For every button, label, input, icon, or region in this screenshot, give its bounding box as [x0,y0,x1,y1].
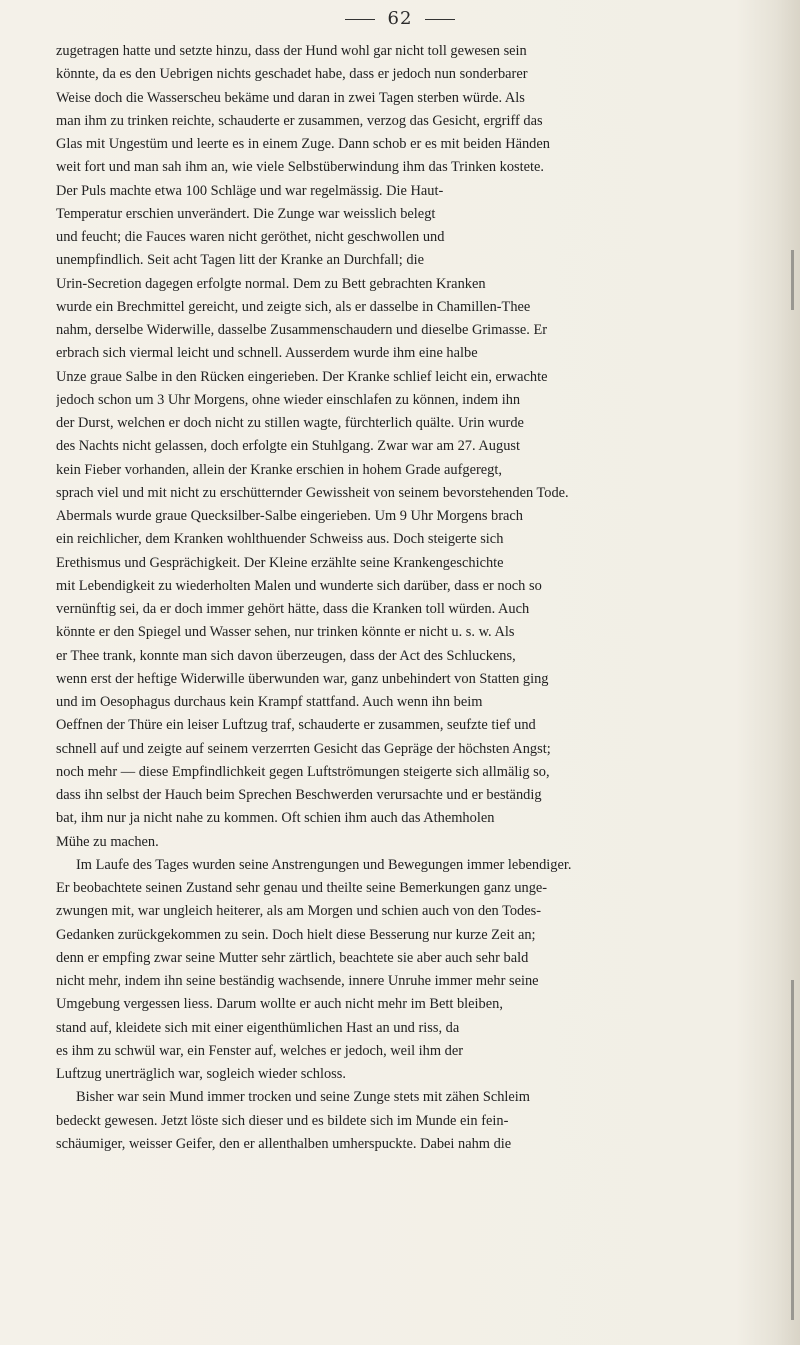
text-line: der Durst, welchen er doch nicht zu stillen wagte, fürchterlich quälte. Urin wurde [56,415,524,431]
text-line: zwungen mit, war ungleich heiterer, als am Morgen und schien auch von den Todes- [56,903,542,920]
text-line: Bisher war sein Mund immer trocken und seine Zunge stets mit zähen Schleim [76,1089,531,1106]
text-line: er Thee trank, konnte man sich davon überzeugen, dass der Act des Schluckens, [56,647,516,664]
text-line: denn er empfing zwar seine Mutter sehr zärtlich, beachtete sie aber auch sehr bald [56,949,529,966]
text-line: Temperatur erschien unverändert. Die Zunge war weisslich belegt [56,205,436,222]
text-line: Abermals wurde graue Quecksilber-Salbe eingerieben. Um 9 Uhr Morgens brach [56,508,523,524]
text-line: Glas mit Ungestüm und leerte es in einem Zuge. Dann schob er es mit beiden Händen [56,136,550,152]
text-line: dass ihn selbst der Hauch beim Sprechen Beschwerden verursachte und er beständig [56,787,542,803]
text-line: es ihm zu schwül war, ein Fenster auf, welches er jedoch, weil ihm der [56,1042,464,1059]
text-line: unempfindlich. Seit acht Tagen litt der Kranke an Durchfall; die [56,252,424,269]
text-line: man ihm zu trinken reichte, schauderte er zusammen, verzog das Gesicht, ergriff das [56,112,543,129]
text-line: wurde ein Brechmittel gereicht, und zeigte sich, als er dasselbe in Chamillen-Thee [56,298,531,315]
text-line: Unze graue Salbe in den Rücken eingerieben. Der Kranke schlief leicht ein, erwachte [56,368,548,385]
body-text [56,40,768,1156]
text-line: erbrach sich viermal leicht und schnell. Ausserdem wurde ihm eine halbe [56,345,478,362]
text-line: noch mehr — diese Empfindlichkeit gegen Luftströmungen steigerte sich allmälig so, [56,763,550,780]
text-line: Urin-Secretion dagegen erfolgte normal. Dem zu Bett gebrachten Kranken [56,275,486,292]
text-line: Der Puls machte etwa 100 Schläge und war regelmässig. Die Haut- [56,182,444,199]
header-dash-left [345,19,375,20]
text-line: könnte er den Spiegel und Wasser sehen, nur trinken könnte er nicht u. s. w. Als [56,624,515,641]
text-line: Erethismus und Gesprächigkeit. Der Kleine erzählte seine Krankengeschichte [56,554,504,571]
text-line: Gedanken zurückgekommen zu sein. Doch hielt diese Besserung nur kurze Zeit an; [56,926,536,943]
page-edge-shadow [791,980,794,1320]
text-line: bat, ihm nur ja nicht nahe zu kommen. Oft schien ihm auch das Athemholen [56,810,495,827]
text-line: kein Fieber vorhanden, allein der Kranke erschien in hohem Grade aufgeregt, [56,461,502,478]
text-line: vernünftig sei, da er doch immer gehört hätte, dass die Kranken toll würden. Auch [56,601,530,617]
text-line: weit fort und man sah ihm an, wie viele Selbstüberwindung ihm das Trinken kostete. [56,159,545,176]
text-line: ein reichlicher, dem Kranken wohlthuender Schweiss aus. Doch steigerte sich [56,531,504,548]
text-line: bedeckt gewesen. Jetzt löste sich dieser und es bildete sich im Munde ein fein- [56,1112,509,1129]
text-line: stand auf, kleidete sich mit einer eigenthümlichen Hast an und riss, da [56,1019,460,1036]
text-line: jedoch schon um 3 Uhr Morgens, ohne wieder einschlafen zu können, indem ihn [56,391,521,408]
page-edge-shadow [791,250,794,310]
text-line: Oeffnen der Thüre ein leiser Luftzug traf, schauderte er zusammen, seufzte tief und [56,717,536,734]
text-line: des Nachts nicht gelassen, doch erfolgte ein Stuhlgang. Zwar war am 27. August [56,438,520,455]
text-line: mit Lebendigkeit zu wiederholten Malen und wunderte sich darüber, dass er noch so [56,577,542,594]
text-line: sprach viel und mit nicht zu erschütternder Gewissheit von seinem bevorstehenden Tode. [56,484,569,501]
text-line: und im Oesophagus durchaus kein Krampf stattfand. Auch wenn ihn beim [56,694,483,710]
text-line: Luftzug unerträglich war, sogleich wieder schloss. [56,1066,346,1082]
page-number: 62 [387,8,413,29]
page-header [0,8,800,29]
text-line: könnte, da es den Uebrigen nichts geschadet habe, dass er jedoch nun sonderbarer [56,66,528,83]
text-line: wenn erst der heftige Widerwille überwunden war, ganz unbehindert von Statten ging [56,670,549,687]
header-dash-right [425,19,455,20]
text-line: Er beobachtete seinen Zustand sehr genau und theilte seine Bemerkungen ganz unge- [56,880,548,896]
text-line: Im Laufe des Tages wurden seine Anstrengungen und Bewegungen immer lebendiger. [76,856,572,873]
text-line: Umgebung vergessen liess. Darum wollte er auch nicht mehr im Bett bleiben, [56,996,503,1013]
text-line: nicht mehr, indem ihn seine beständig wachsende, innere Unruhe immer mehr seine [56,973,539,989]
text-line: Weise doch die Wasserscheu bekäme und daran in zwei Tagen sterben würde. Als [56,89,525,106]
text-line: und feucht; die Fauces waren nicht geröthet, nicht geschwollen und [56,229,445,245]
text-line: nahm, derselbe Widerwille, dasselbe Zusammenschaudern und dieselbe Grimasse. Er [56,322,548,338]
text-line: Mühe zu machen. [56,833,159,850]
text-line: schäumiger, weisser Geifer, den er allenthalben umherspuckte. Dabei nahm die [56,1135,512,1152]
text-line: schnell auf und zeigte auf seinem verzerrten Gesicht das Gepräge der höchsten Angst; [56,740,551,757]
text-line: zugetragen hatte und setzte hinzu, dass der Hund wohl gar nicht toll gewesen sein [56,43,527,59]
